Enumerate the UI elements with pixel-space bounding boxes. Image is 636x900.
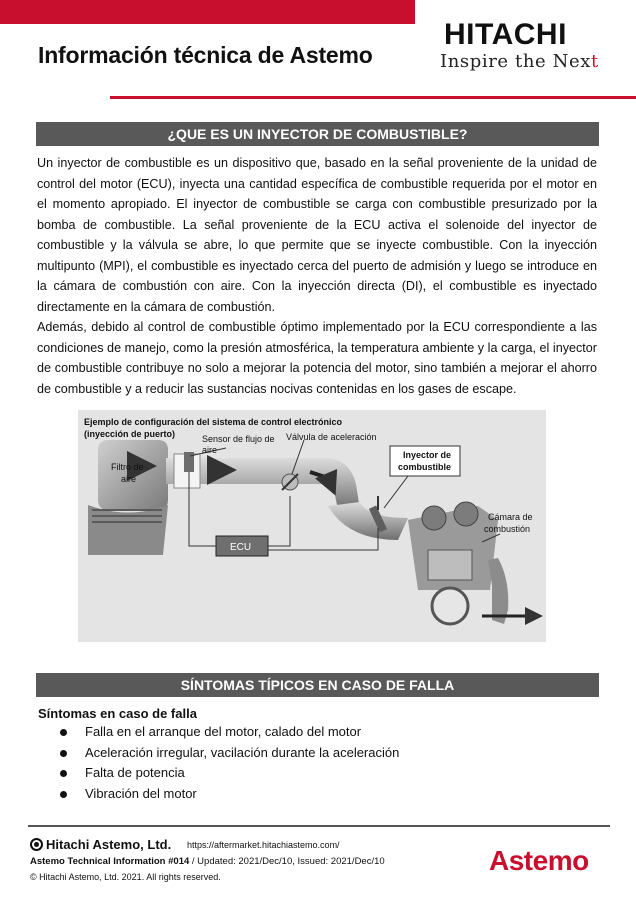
chamber-label-2: combustión bbox=[484, 524, 531, 534]
header-divider bbox=[110, 96, 636, 99]
injector-label-1: Inyector de bbox=[403, 450, 452, 460]
airflow-sensor-label-2: aire bbox=[202, 445, 218, 455]
page-title: Información técnica de Astemo bbox=[38, 42, 373, 68]
engine-diagram bbox=[78, 410, 546, 642]
paragraph-1: Un inyector de combustible es un dispositivo que, basado en la señal proveniente de la unidad de control del motor (ECU), inyecta una cantidad específica de combustible requerida por el motor en el momento apropiado. El inyector de combustible se carga con combustible presurizado por la bomba de combustible. La señal proveniente de la ECU activa el solenoide del inyector de combustible y la válvula se abre, lo que permite que se inyecte combustible. Con la inyección multipunto (MPI), el combustible es inyectado cerca del puerto de admisión y luego se introduce en la cámara de combustión con aire. Con la inyección directa (DI), el combustible es inyectado directamente en la cámara de combustión. bbox=[37, 156, 597, 314]
section-heading-symptoms: SÍNTOMAS TÍPICOS EN CASO DE FALLA bbox=[36, 673, 599, 697]
diagram-caption-2: (inyección de puerto) bbox=[84, 429, 176, 439]
header-accent-bar bbox=[0, 0, 415, 24]
cam-left bbox=[422, 506, 446, 530]
exhaust-manifold bbox=[488, 558, 508, 624]
injector-callout-line bbox=[384, 476, 408, 508]
airflow-sensor-label-1: Sensor de flujo de bbox=[202, 434, 275, 444]
bullet-icon bbox=[60, 750, 67, 757]
tagline-main: Inspire the Nex bbox=[440, 51, 591, 72]
hitachi-tagline bbox=[440, 51, 599, 72]
symptom-text: Vibración del motor bbox=[85, 785, 197, 801]
astemo-logo: Astemo bbox=[489, 845, 589, 876]
list-item bbox=[60, 784, 399, 805]
list-item bbox=[60, 722, 399, 743]
bullet-icon bbox=[60, 791, 67, 798]
chamber-label-1: Cámara de bbox=[488, 512, 533, 522]
paragraph-2: Además, debido al control de combustible óptimo implementado por la ECU correspondiente a las condiciones de manejo, como la presión atmosférica, la temperatura ambiente y la carga, el inyector de combustible contribuye no solo a mejorar la potencia del motor, sino también a mejorar el ahorro de combustible y a reducir las sustancias nocivas contenidas en los gases de escape. bbox=[37, 320, 597, 396]
symptoms-list bbox=[60, 722, 399, 804]
ecu-wire-throttle bbox=[268, 496, 290, 546]
section-heading-injector: ¿QUE ES UN INYECTOR DE COMBUSTIBLE? bbox=[36, 122, 599, 146]
footer-divider bbox=[28, 825, 610, 827]
list-item bbox=[60, 763, 399, 784]
bullet-icon bbox=[60, 770, 67, 777]
section-body bbox=[37, 153, 597, 399]
intake-runner bbox=[328, 502, 408, 540]
symptom-text: Aceleración irregular, vacilación durante la aceleración bbox=[85, 744, 400, 760]
footer-doc-info bbox=[30, 856, 385, 867]
footer-company-name: Hitachi Astemo, Ltd. bbox=[46, 837, 172, 852]
tagline-accent: t bbox=[590, 51, 599, 72]
air-filter-label-2: aire bbox=[121, 474, 137, 484]
crankshaft bbox=[432, 588, 468, 624]
symptoms-subheading: Síntomas en caso de falla bbox=[38, 706, 197, 721]
bullet-icon bbox=[60, 729, 67, 736]
air-filter-lower bbox=[88, 505, 168, 555]
ecu-label: ECU bbox=[230, 542, 252, 553]
hitachi-emblem-icon bbox=[30, 838, 43, 851]
throttle-valve-label: Válvula de aceleración bbox=[286, 432, 377, 442]
diagram-caption-1: Ejemplo de configuración del sistema de control electrónico bbox=[84, 417, 343, 427]
symptom-text: Falla en el arranque del motor, calado del motor bbox=[85, 724, 362, 739]
footer-copyright: © Hitachi Astemo, Ltd. 2021. All rights reserved. bbox=[30, 872, 221, 882]
footer-doc-id: Astemo Technical Information #014 bbox=[30, 856, 190, 867]
list-item bbox=[60, 743, 399, 764]
injector-label-2: combustible bbox=[398, 462, 452, 472]
hitachi-logo: HITACHI bbox=[444, 18, 567, 51]
footer-company bbox=[30, 837, 171, 852]
piston bbox=[428, 550, 472, 580]
symptom-text: Falta de potencia bbox=[85, 765, 185, 780]
cam-right bbox=[454, 502, 478, 526]
air-filter-label-1: Filtro de bbox=[111, 462, 144, 472]
footer-dates: / Updated: 2021/Dec/10, Issued: 2021/Dec/10 bbox=[189, 856, 385, 867]
engine-diagram-svg bbox=[78, 410, 546, 642]
footer-url-link[interactable]: https://aftermarket.hitachiastemo.com/ bbox=[187, 840, 340, 850]
